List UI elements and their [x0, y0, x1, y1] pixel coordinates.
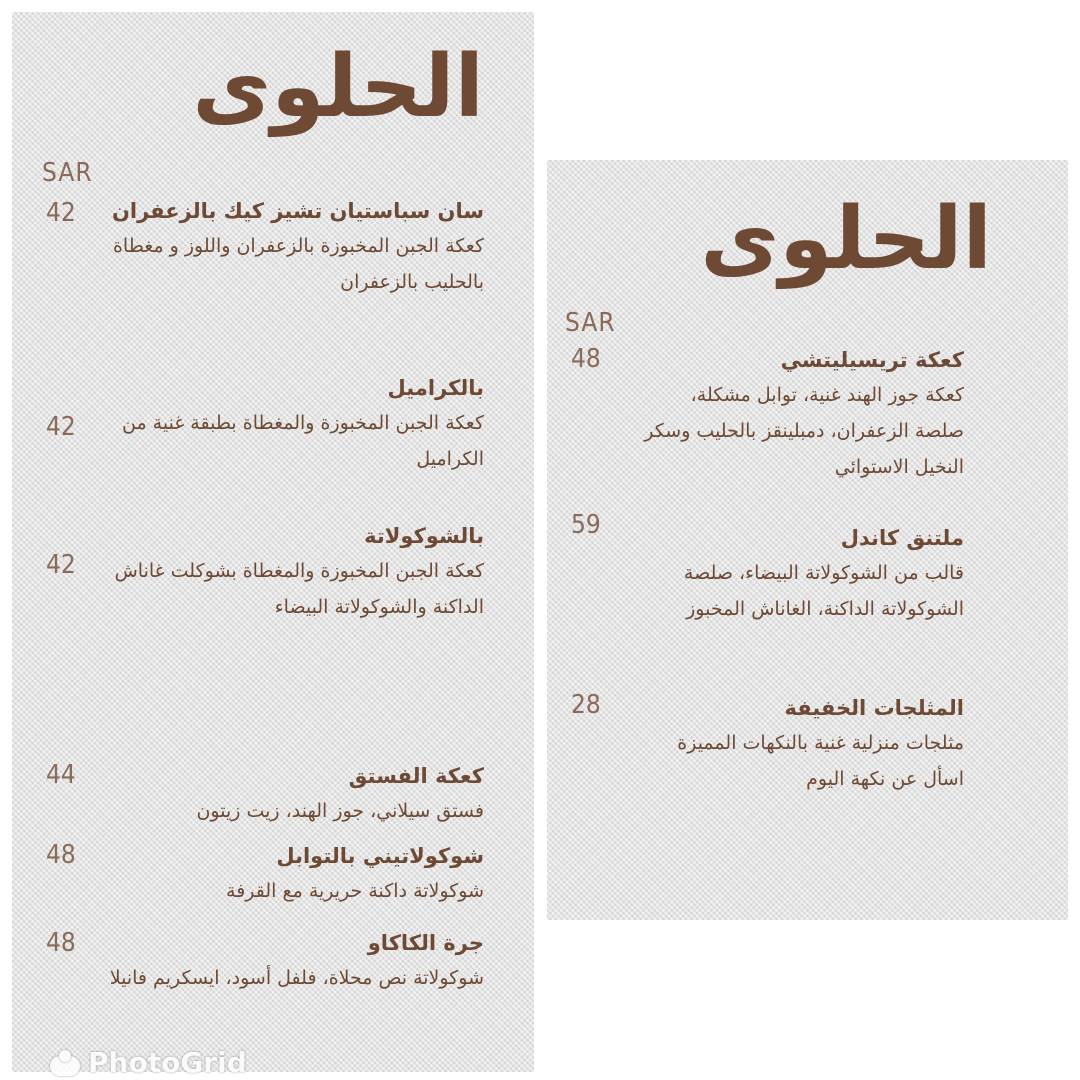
menu-item — [644, 344, 964, 485]
item-description: كعكة الجبن المخبوزة والمغطاة بطبقة غنية من الكراميل — [121, 412, 484, 470]
item-price: 28 — [571, 690, 601, 720]
item-name: بالكراميل — [387, 376, 484, 400]
currency-label: SAR — [42, 158, 93, 188]
photogrid-watermark — [50, 1046, 247, 1079]
menu-item — [84, 372, 484, 477]
item-price: 42 — [46, 412, 76, 442]
menu-item — [84, 195, 484, 300]
item-description: فستق سيلاني، جوز الهند، زيت زيتون — [196, 800, 484, 822]
item-price: 59 — [571, 510, 601, 540]
item-price: 48 — [571, 344, 601, 374]
menu-item — [644, 692, 964, 797]
item-name: كعكة الفستق — [348, 764, 484, 788]
menu-panel-right — [547, 160, 1068, 920]
item-name: كعكة تريسيليتشي — [780, 348, 964, 372]
item-price: 42 — [46, 550, 76, 580]
menu-title: الحلوى — [700, 189, 992, 289]
menu-item — [84, 520, 484, 625]
menu-item — [644, 522, 964, 627]
item-name: ملتنق كاندل — [840, 526, 964, 550]
item-name: جرة الكاكاو — [367, 931, 484, 955]
item-price: 44 — [46, 760, 76, 790]
menu-panel-left — [12, 12, 534, 1072]
item-description: شوكولاتة داكنة حريرية مع القرفة — [226, 880, 484, 902]
item-description: مثلجات منزلية غنية بالنكهات المميزة اسأل عن نكهة اليوم — [677, 732, 964, 790]
menu-item — [64, 840, 484, 909]
menu-item — [64, 760, 484, 829]
item-price: 48 — [46, 840, 76, 870]
photogrid-logo-icon — [50, 1050, 80, 1076]
item-name: سان سباستيان تشيز كيك بالزعفران — [111, 199, 484, 223]
item-name: بالشوكولاتة — [364, 524, 484, 548]
watermark-text: PhotoGrid — [88, 1046, 247, 1079]
currency-label: SAR — [565, 308, 616, 338]
item-description: شوكولاتة نص محلاة، فلفل أسود، ايسكريم فانيلا — [109, 967, 484, 989]
item-name: شوكولاتيني بالتوابل — [276, 844, 484, 868]
item-price: 48 — [46, 928, 76, 958]
item-description: كعكة الجبن المخبوزة بالزعفران واللوز و مغطاة بالحليب بالزعفران — [112, 235, 484, 293]
item-description: قالب من الشوكولاتة البيضاء، صلصة الشوكولاتة الداكنة، الغاناش المخبوز — [683, 562, 964, 620]
menu-title: الحلوى — [192, 37, 484, 137]
item-name: المثلجات الخفيفة — [784, 696, 964, 720]
item-price: 42 — [46, 198, 76, 228]
menu-item — [84, 927, 484, 996]
item-description: كعكة جوز الهند غنية، توابل مشكلة، صلصة الزعفران، دمبلينقز بالحليب وسكر النخيل الاستوائي — [644, 384, 964, 478]
item-description: كعكة الجبن المخبوزة والمغطاة بشوكلت غاناش الداكنة والشوكولاتة البيضاء — [114, 560, 484, 618]
